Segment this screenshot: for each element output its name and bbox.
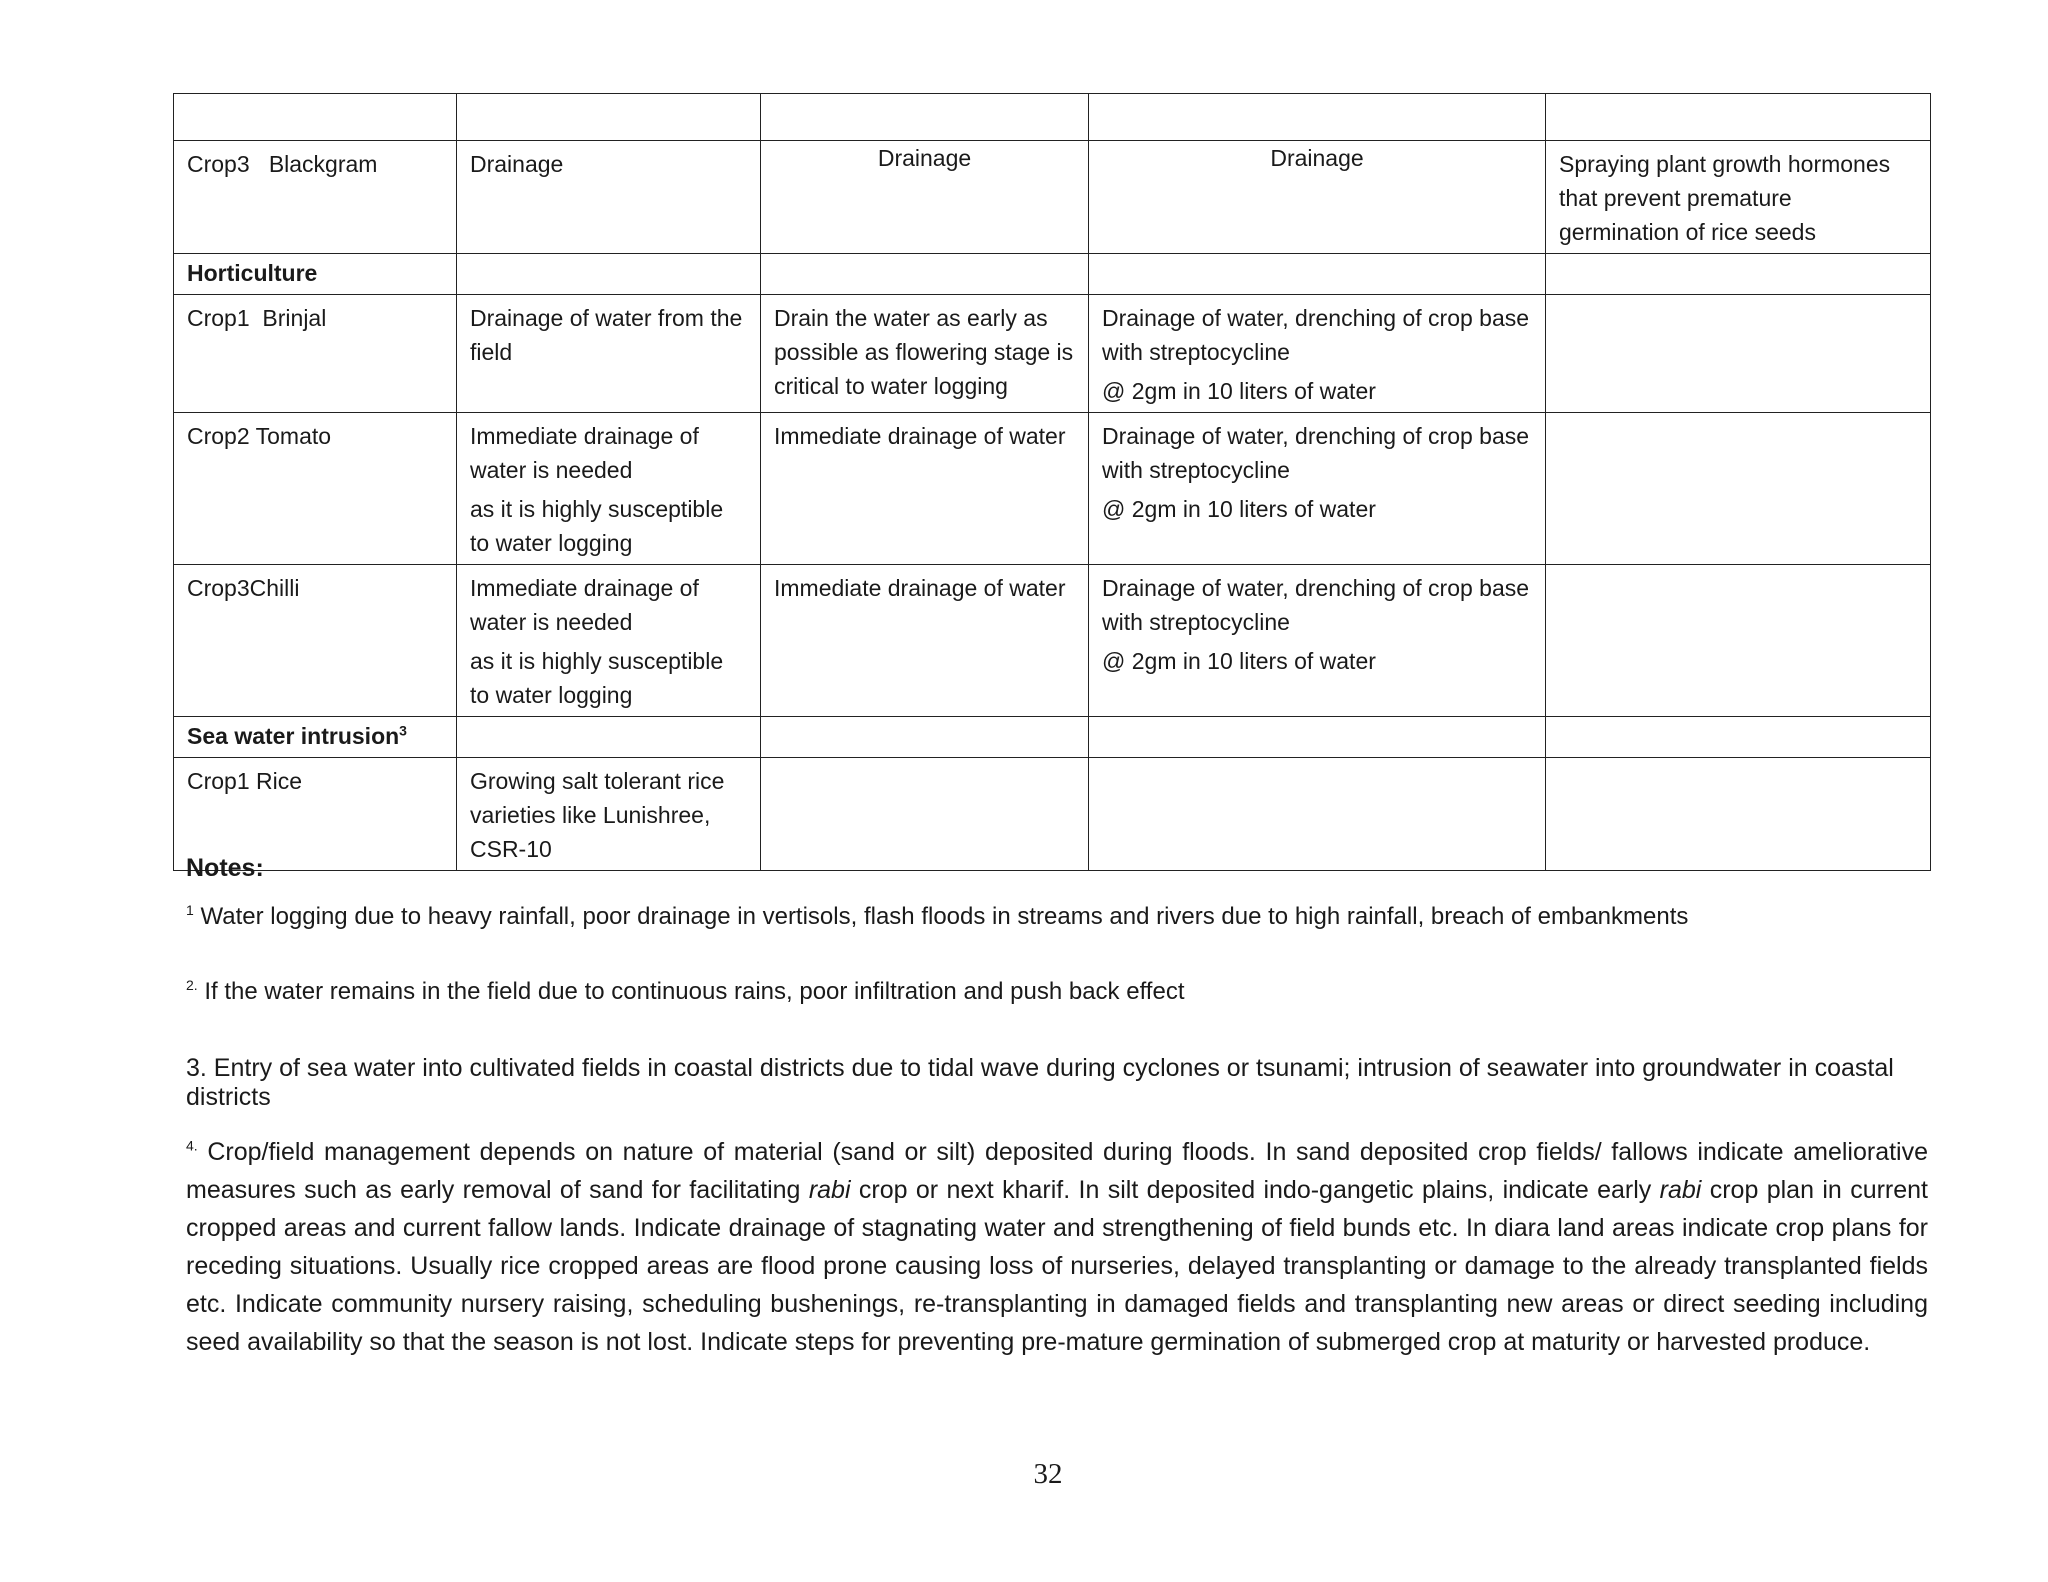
table-cell	[761, 254, 1089, 295]
table-cell: Spraying plant growth hormones that prevent premature germination of rice seeds	[1546, 141, 1931, 254]
footnote-text: Crop/field management depends on nature of material (sand or silt) deposited during floods. In sand deposited crop fields/ fallows indicate ameliorative measures such as early removal of sand for facilitating	[186, 1138, 1928, 1204]
notes-title: Notes:	[186, 854, 264, 882]
footnote-marker: 3	[399, 722, 407, 739]
crop-name-cell: Crop1 Rice	[174, 758, 457, 871]
section-heading-cell: Horticulture	[174, 254, 457, 295]
footnote-2	[186, 978, 1928, 1006]
table-cell	[1089, 565, 1546, 717]
table-cell	[761, 94, 1089, 141]
cell-text: Drainage	[877, 145, 972, 171]
table-cell: Drainage of water from the field	[457, 295, 761, 413]
table-row	[174, 565, 1931, 717]
crop-name-cell: Crop3Chilli	[174, 565, 457, 717]
table-cell	[1546, 94, 1931, 141]
table-cell	[457, 413, 761, 565]
footnote-italic-text: rabi	[1659, 1176, 1702, 1204]
footnote-1	[186, 903, 1928, 931]
table-cell: Drainage	[457, 141, 761, 254]
crop-name-cell: Crop2 Tomato	[174, 413, 457, 565]
footnote-text: If the water remains in the field due to continuous rains, poor infiltration and push back effect	[204, 978, 1185, 1005]
table-row	[174, 94, 1931, 141]
table-cell	[761, 717, 1089, 758]
crop-name-cell: Crop3 Blackgram	[174, 141, 457, 254]
cell-text: @ 2gm in 10 liters of water	[1102, 378, 1376, 404]
table-cell	[1546, 413, 1931, 565]
table-cell: Growing salt tolerant rice varieties like Lunishree, CSR-10	[457, 758, 761, 871]
table-cell	[457, 565, 761, 717]
table-cell	[457, 94, 761, 141]
section-heading-cell	[174, 717, 457, 758]
table-cell	[1089, 295, 1546, 413]
crop-name-cell: Crop1 Brinjal	[174, 295, 457, 413]
table-row	[174, 295, 1931, 413]
table-cell: Drain the water as early as possible as flowering stage is critical to water logging	[761, 295, 1089, 413]
contingency-table	[173, 93, 1931, 871]
table-cell	[1089, 141, 1546, 254]
table-row	[174, 254, 1931, 295]
table-cell	[1089, 717, 1546, 758]
table-row	[174, 413, 1931, 565]
table-cell	[1546, 565, 1931, 717]
cell-text: Immediate drainage of water is needed	[470, 423, 699, 483]
page-number: 32	[1033, 1458, 1063, 1490]
table-cell	[1546, 254, 1931, 295]
footnote-marker: 1	[186, 902, 194, 918]
table-cell	[457, 254, 761, 295]
table-row	[174, 717, 1931, 758]
cell-text: Drainage of water, drenching of crop base with streptocycline	[1102, 575, 1530, 635]
table-cell	[1089, 94, 1546, 141]
cell-text: Drainage	[1270, 145, 1364, 171]
table-cell	[1546, 295, 1931, 413]
table-cell	[174, 94, 457, 141]
cell-text: Drainage of water, drenching of crop base with streptocycline	[1102, 423, 1530, 483]
footnote-4	[186, 1133, 1928, 1361]
footnote-italic-text: rabi	[808, 1176, 851, 1204]
table-cell	[1089, 413, 1546, 565]
table-cell: Immediate drainage of water	[761, 413, 1089, 565]
footnote-marker: 4.	[186, 1137, 198, 1154]
cell-text: as it is highly susceptible to water logging	[470, 496, 724, 556]
cell-text: @ 2gm in 10 liters of water	[1102, 648, 1376, 674]
footnote-text: Water logging due to heavy rainfall, poor drainage in vertisols, flash floods in streams and rivers due to high rainfall, breach of embankments	[200, 903, 1689, 930]
footnote-text: crop plan in current cropped areas and current fallow lands. Indicate drainage of stagnating water and strengthening of field bunds etc. In diara land areas indicate crop plans for receding situations. Usually rice cropped areas are flood prone causing loss of nurseries, delayed transplanting or damage to the already transplanted fields etc. Indicate community nursery raising, scheduling bushenings, re-transplanting in damaged fields and transplanting new areas or direct seeding including seed availability so that the season is not lost. Indicate steps for preventing pre-mature germination of submerged crop at maturity or harvested produce.	[186, 1176, 1928, 1356]
table-cell	[1089, 254, 1546, 295]
cell-text: as it is highly susceptible to water logging	[470, 648, 724, 708]
cell-text: @ 2gm in 10 liters of water	[1102, 496, 1376, 522]
cell-text: Immediate drainage of water is needed	[470, 575, 699, 635]
cell-text: Drainage of water, drenching of crop base with streptocycline	[1102, 305, 1530, 365]
table-cell	[761, 141, 1089, 254]
table-cell	[1546, 717, 1931, 758]
table-cell: Immediate drainage of water	[761, 565, 1089, 717]
table-row	[174, 141, 1931, 254]
section-heading-text: Sea water intrusion	[187, 723, 400, 749]
footnote-text: crop or next kharif. In silt deposited indo-gangetic plains, indicate early	[850, 1176, 1660, 1204]
table-cell	[457, 717, 761, 758]
footnote-marker: 2.	[186, 977, 198, 993]
footnote-3: 3. Entry of sea water into cultivated fields in coastal districts due to tidal wave during cyclones or tsunami; intrusion of seawater into groundwater in coastal districts	[186, 1054, 1894, 1111]
